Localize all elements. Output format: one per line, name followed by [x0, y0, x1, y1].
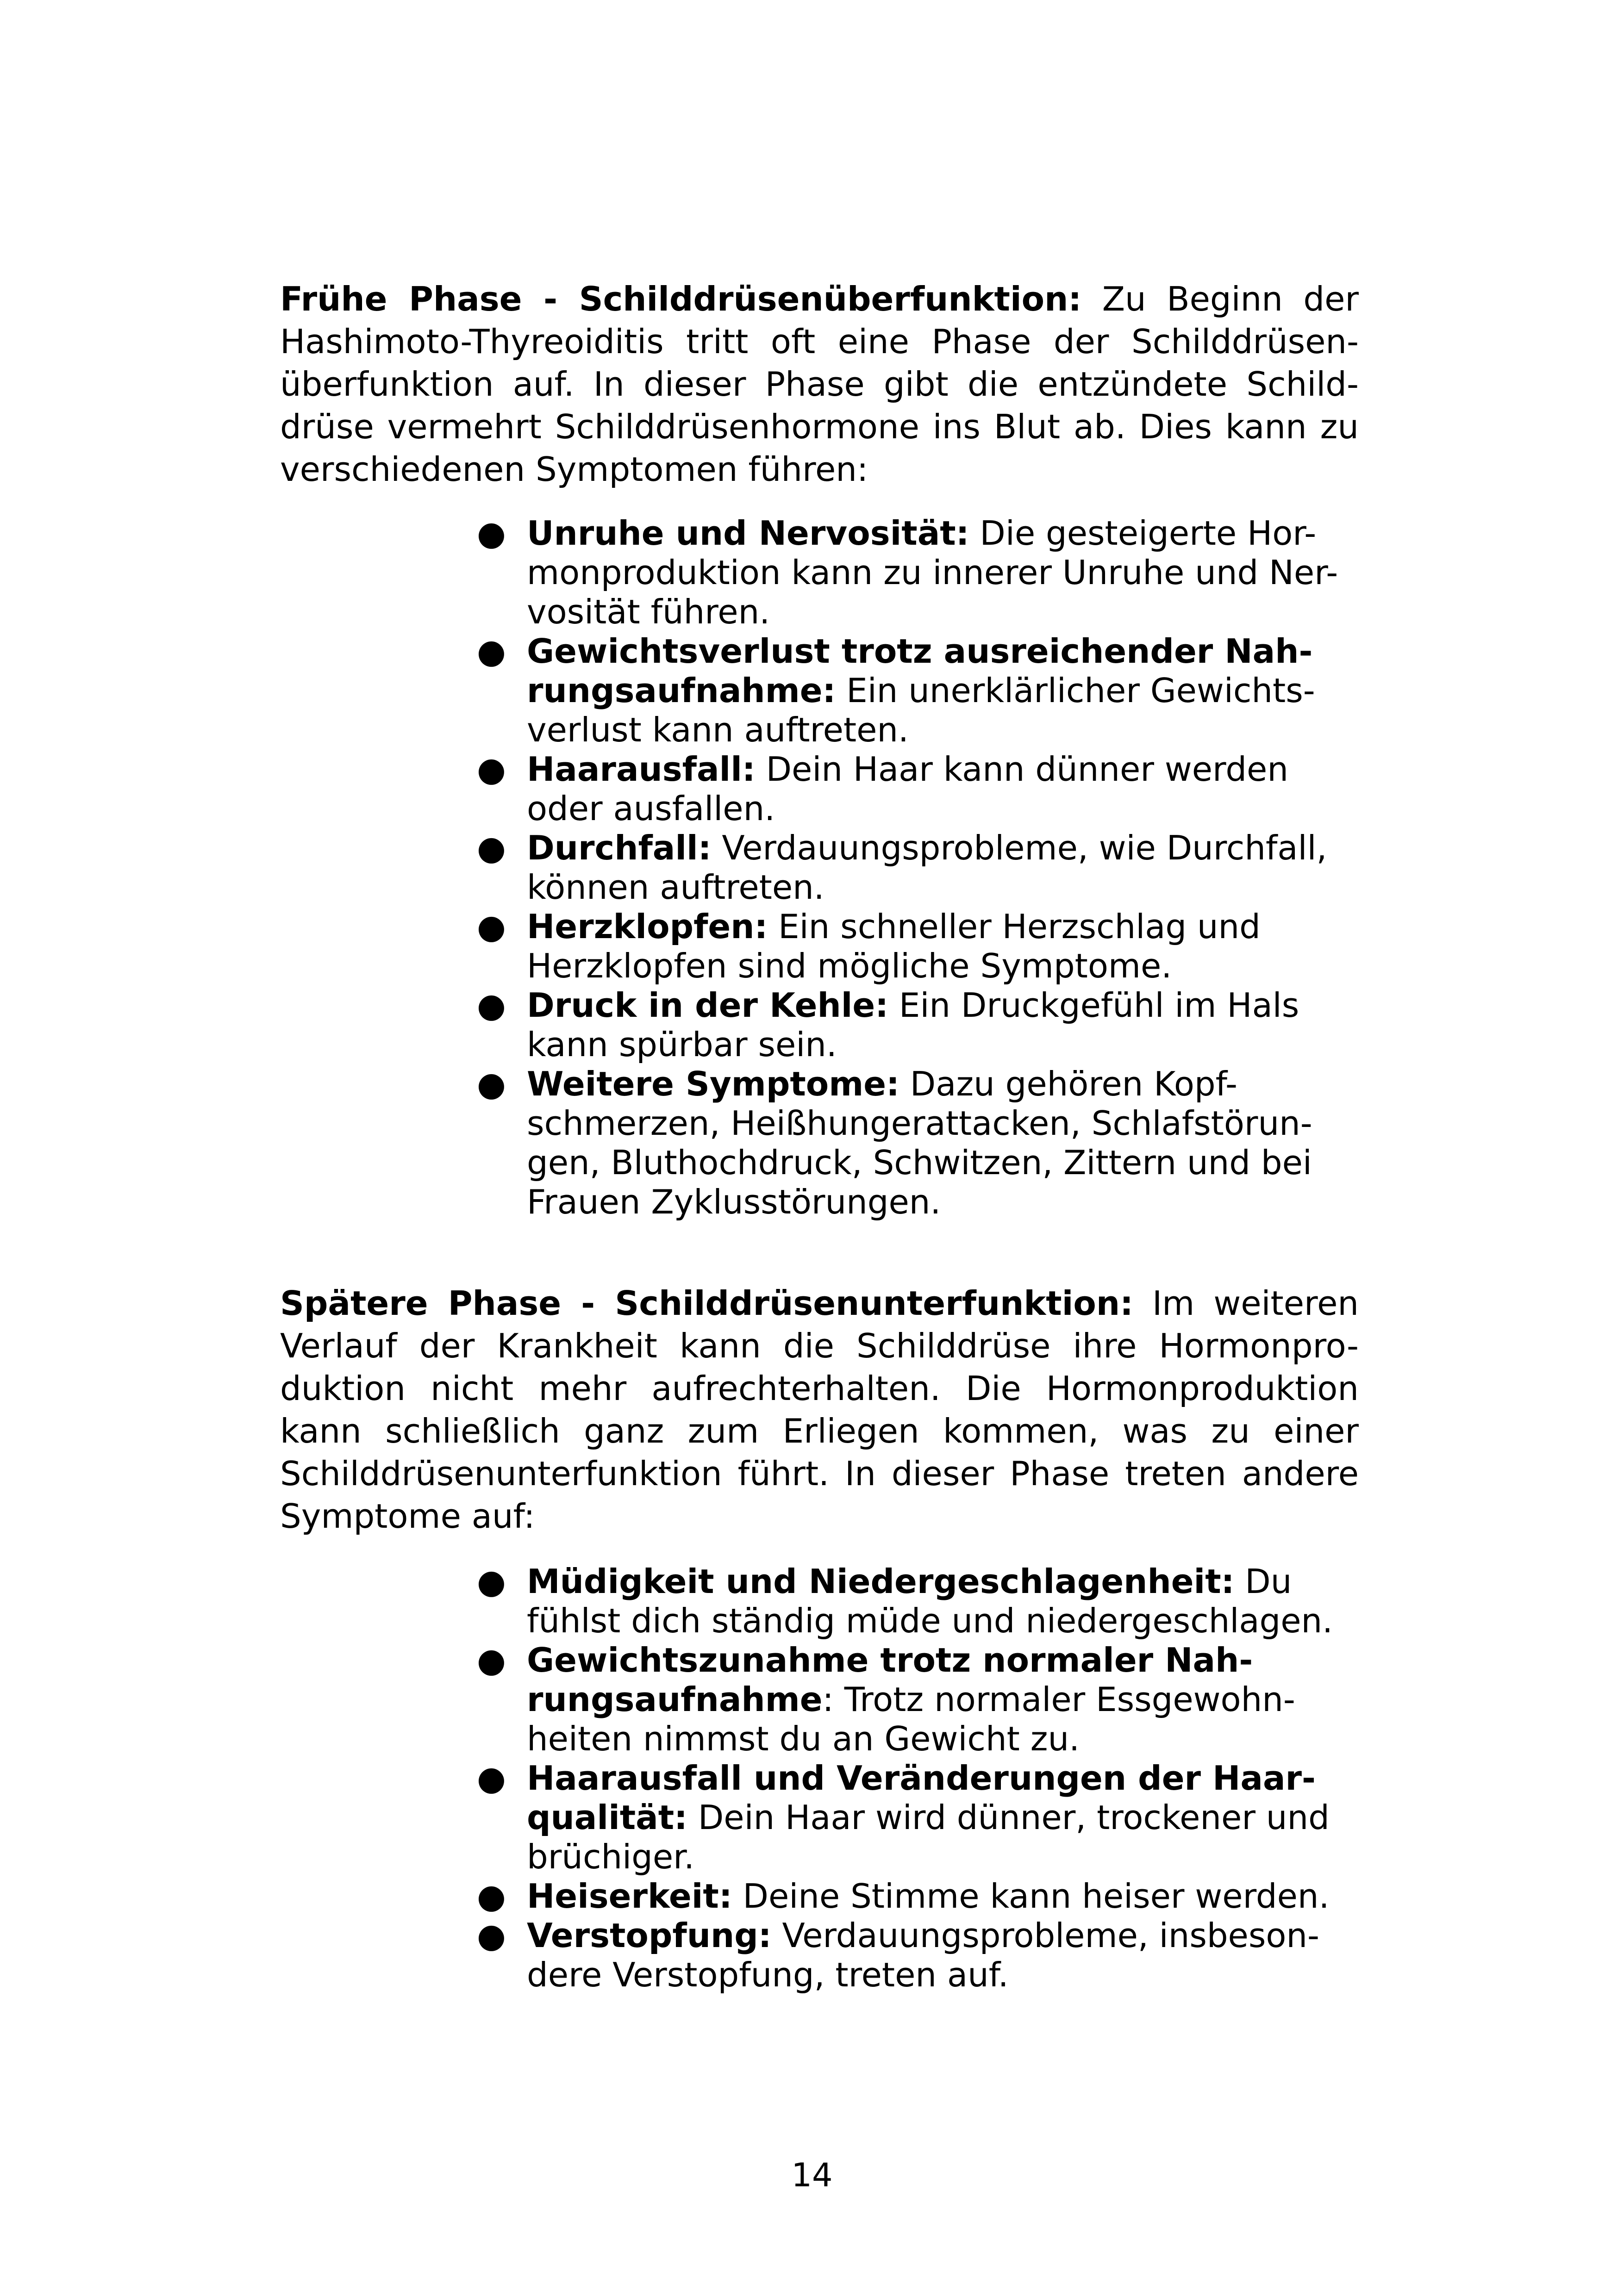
list-item: ● Unruhe und Nervosität: Die gesteigerte Hor- monproduktion kann zu innerer Unruhe und Ner- vosität führen. — [477, 514, 1338, 631]
bullet-icon: ● — [477, 1916, 506, 1955]
section1-paragraph — [280, 278, 1359, 491]
page-number: 14 — [791, 2156, 833, 2194]
list-item: ● Durchfall: Verdauungsprobleme, wie Durchfall, können auftreten. — [477, 828, 1327, 907]
section1-line-4: drüse vermehrt Schilddrüsenhormone ins Blut ab. Dies kann zu — [280, 407, 1359, 446]
bullet-icon: ● — [477, 1064, 506, 1103]
section1-line-3: überfunktion auf. In dieser Phase gibt die entzündete Schild- — [280, 365, 1359, 404]
list-item: ● Heiserkeit: Deine Stimme kann heiser werden. — [477, 1877, 1330, 1916]
bullet-icon: ● — [477, 828, 506, 867]
section2-heading: Spätere Phase - Schilddrüsenunterfunktion: — [280, 1284, 1133, 1323]
list-item: ● Haarausfall und Veränderungen der Haar- qualität: Dein Haar wird dünner, trockener und brüchiger. — [477, 1759, 1330, 1876]
section2-line-6: Symptome auf: — [280, 1497, 535, 1536]
section2-line-2: Verlauf der Krankheit kann die Schilddrüse ihre Hormonpro- — [280, 1326, 1359, 1365]
bullet-icon: ● — [477, 1641, 506, 1680]
bullet-icon: ● — [477, 1759, 506, 1798]
bullet-icon: ● — [477, 750, 506, 789]
bullet-icon: ● — [477, 1877, 506, 1916]
section1-line-2: Hashimoto-Thyreoiditis tritt oft eine Phase der Schilddrüsen- — [280, 322, 1359, 361]
list-item: ● Verstopfung: Verdauungsprobleme, insbeson- dere Verstopfung, treten auf. — [477, 1916, 1320, 1994]
section2-symptom-list — [477, 1562, 1361, 1995]
list-item: ● Herzklopfen: Ein schneller Herzschlag und Herzklopfen sind mögliche Symptome. — [477, 907, 1261, 985]
bullet-icon: ● — [477, 632, 506, 671]
section1-line-5: verschiedenen Symptomen führen: — [280, 450, 868, 489]
section2-line-3: duktion nicht mehr aufrechterhalten. Die Hormonproduktion — [280, 1369, 1359, 1408]
section2-line-5: Schilddrüsenunterfunktion führt. In dieser Phase treten andere — [280, 1454, 1359, 1493]
bullet-icon: ● — [477, 1562, 506, 1601]
section2-line-4: kann schließlich ganz zum Erliegen kommen, was zu einer — [280, 1412, 1359, 1450]
section1-heading: Frühe Phase - Schilddrüsenüberfunktion: — [280, 280, 1082, 318]
list-item: ● Haarausfall: Dein Haar kann dünner werden oder ausfallen. — [477, 750, 1288, 828]
section2-line-1: Spätere Phase - Schilddrüsenunterfunktion: Im weiteren — [280, 1284, 1359, 1323]
bullet-icon: ● — [477, 986, 506, 1025]
list-item: ● Gewichtszunahme trotz normaler Nah- rungsaufnahme: Trotz normaler Essgewohn- heiten nimmst du an Gewicht zu. — [477, 1641, 1295, 1758]
section1-line-1: Frühe Phase - Schilddrüsenüberfunktion: Zu Beginn der — [280, 280, 1359, 318]
list-item: ● Gewichtsverlust trotz ausreichender Nah- rungsaufnahme: Ein unerklärlicher Gewichts- verlust kann auftreten. — [477, 632, 1315, 749]
list-item: ● Weitere Symptome: Dazu gehören Kopf- schmerzen, Heißhungerattacken, Schlafstörun- gen, Bluthochdruck, Schwitzen, Zittern und bei Frauen Zyklusstörungen. — [477, 1064, 1312, 1221]
bullet-icon: ● — [477, 514, 506, 553]
section1-symptom-list — [477, 514, 1361, 1222]
bullet-icon: ● — [477, 907, 506, 946]
section2-paragraph — [280, 1282, 1359, 1537]
list-item: ● Müdigkeit und Niedergeschlagenheit: Du fühlst dich ständig müde und niedergeschlagen. — [477, 1562, 1333, 1640]
list-item: ● Druck in der Kehle: Ein Druckgefühl im Hals kann spürbar sein. — [477, 986, 1299, 1064]
